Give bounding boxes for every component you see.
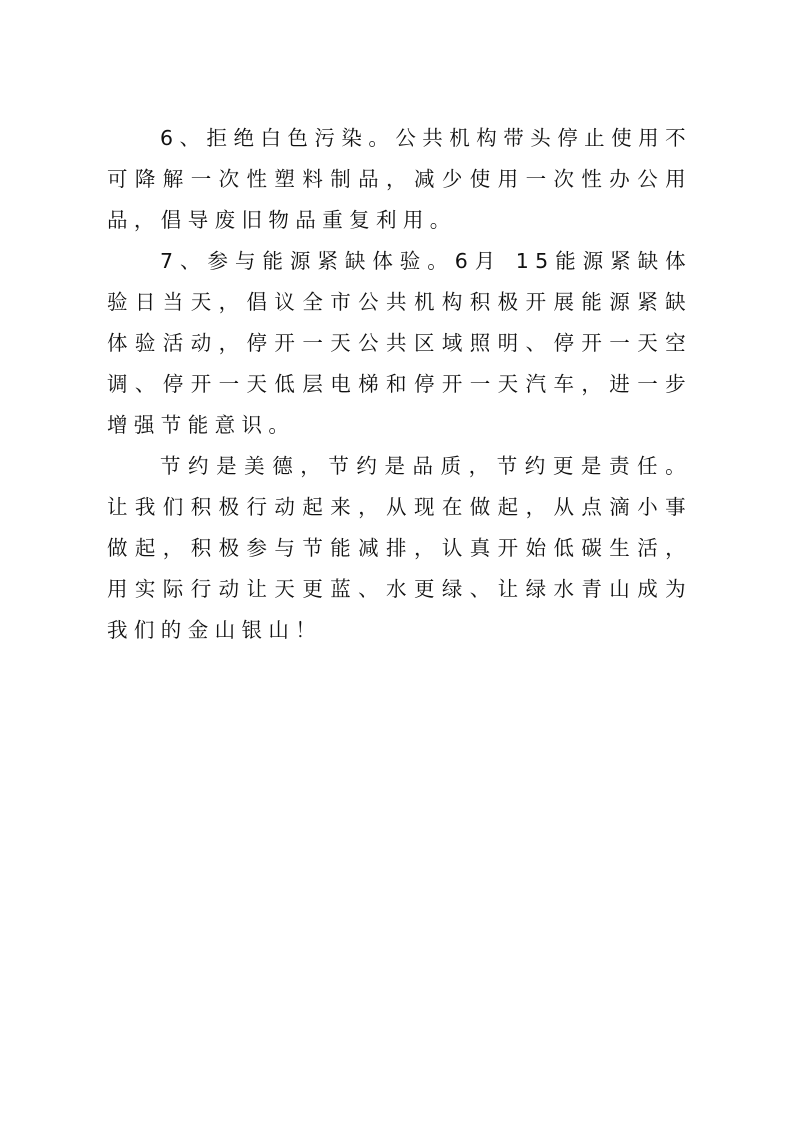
paragraph-item-6-white-pollution: 6、拒绝白色污染。公共机构带头停止使用不可降解一次性塑料制品，减少使用一次性办公用品，倡导废旧物品重复利用。 [107,126,692,232]
document-body [107,118,692,651]
paragraph-closing-appeal: 节约是美德，节约是品质，节约更是责任。让我们积极行动起来，从现在做起，从点滴小事做起，积极参与节能减排，认真开始低碳生活，用实际行动让天更蓝、水更绿、让绿水青山成为我们的金山银山！ [107,454,692,642]
paragraph-item-7-energy-shortage-experience: 7、参与能源紧缺体验。6月 15能源紧缺体验日当天，倡议全市公共机构积极开展能源紧缺体验活动，停开一天公共区域照明、停开一天空调、停开一天低层电梯和停开一天汽车，进一步增强节能意识。 [107,249,692,437]
